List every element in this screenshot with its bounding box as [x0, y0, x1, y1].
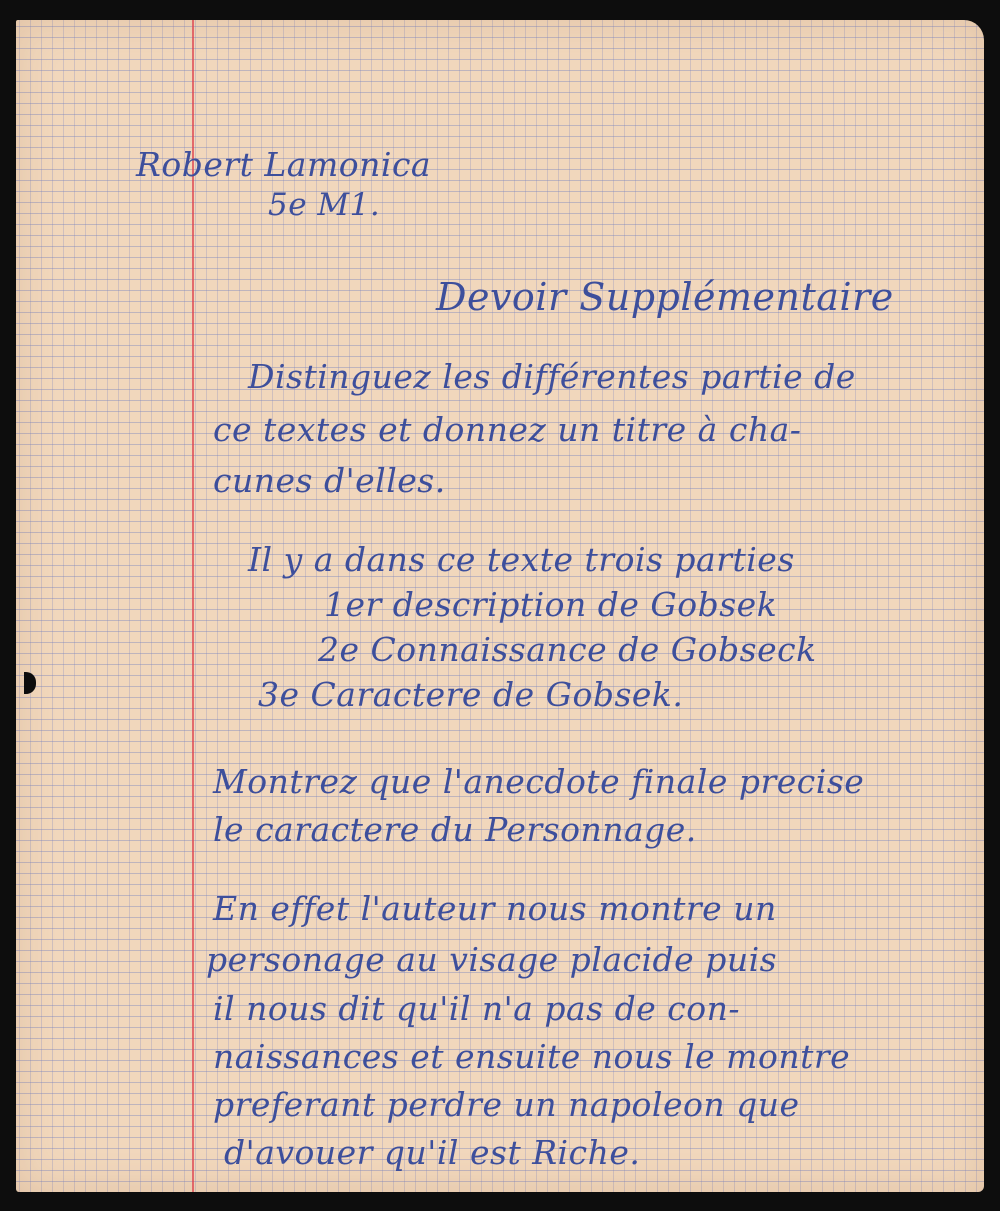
- answer-2-line: En effet l'auteur nous montre un: [213, 889, 777, 928]
- answer-2-line: il nous dit qu'il n'a pas de con-: [213, 989, 740, 1028]
- answer-1-intro: Il y a dans ce texte trois parties: [248, 540, 795, 579]
- paper-notch: [24, 672, 36, 694]
- question-2-line: Montrez que l'anecdote finale precise: [213, 762, 865, 801]
- answer-1-part: 2e Connaissance de Gobseck: [318, 630, 817, 669]
- question-1-line: cunes d'elles.: [213, 461, 446, 500]
- class-name: 5e M1.: [268, 187, 381, 223]
- answer-1-part: 3e Caractere de Gobsek.: [258, 675, 684, 714]
- student-name: Robert Lamonica: [136, 145, 432, 184]
- question-2-line: le caractere du Personnage.: [213, 810, 697, 849]
- answer-1-part: 1er description de Gobsek: [324, 585, 778, 624]
- answer-2-line: personage au visage placide puis: [206, 940, 778, 979]
- question-1-line: ce textes et donnez un titre à cha-: [213, 410, 802, 449]
- assignment-title: Devoir Supplémentaire: [436, 275, 894, 319]
- answer-2-line: naissances et ensuite nous le montre: [213, 1037, 851, 1076]
- red-margin-line: [192, 20, 194, 1192]
- answer-2-line: d'avouer qu'il est Riche.: [224, 1133, 641, 1172]
- graph-paper-sheet: [16, 20, 984, 1192]
- answer-2-line: preferant perdre un napoleon que: [213, 1085, 800, 1124]
- question-1-line: Distinguez les différentes partie de: [248, 357, 856, 396]
